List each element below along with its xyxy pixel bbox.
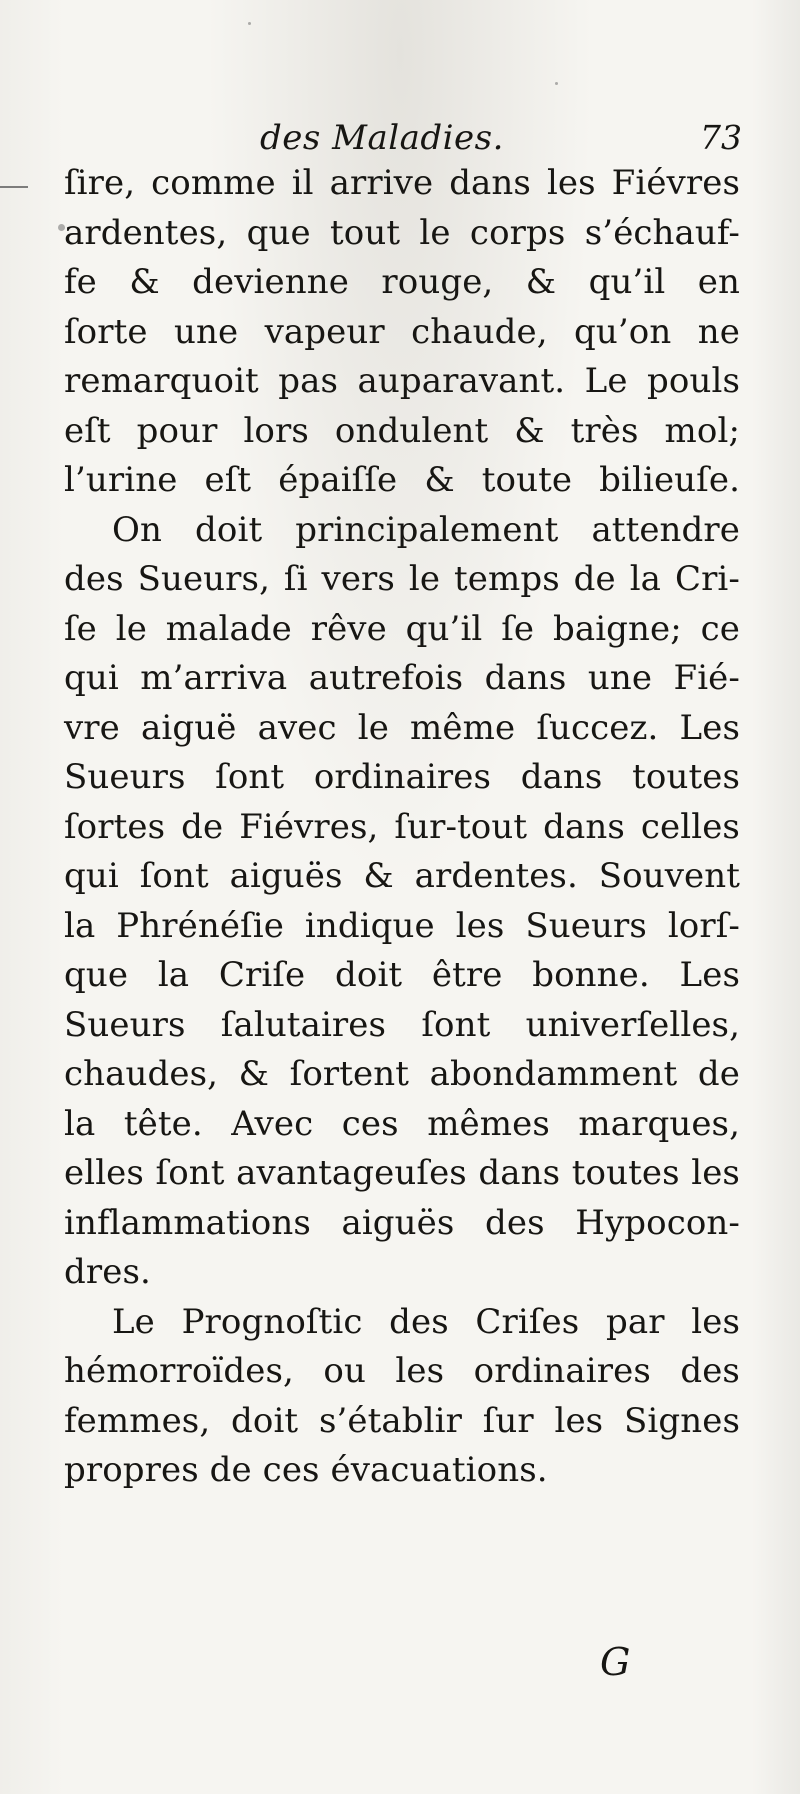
- text-line: que la Criſe doit être bonne. Les: [64, 955, 740, 995]
- text-line: fe & devienne rouge, & qu’il en: [64, 262, 740, 302]
- text-line: Sueurs ſont ordinaires dans toutes: [64, 757, 740, 797]
- body-text: [64, 159, 740, 1496]
- text-line: dres.: [64, 1252, 151, 1292]
- text-line: femmes, doit s’établir ſur les Signes: [64, 1400, 740, 1441]
- text-line: ſortes de Fiévres, ſur-tout dans celles: [64, 806, 740, 847]
- paper-speck: [555, 82, 558, 85]
- text-line: Sueurs ſalutaires ſont univerſelles,: [64, 1004, 740, 1045]
- paper-speck: [248, 22, 251, 25]
- text-line: inflammations aiguës des Hypocon-: [64, 1202, 740, 1243]
- text-line: qui m’arriva autrefois dans une Fié-: [64, 658, 740, 698]
- paragraph-first-line: Le Prognoſtic des Criſes par les: [112, 1301, 740, 1342]
- page-header: [0, 112, 800, 164]
- running-title: des Maladies.: [260, 118, 504, 158]
- text-line: la Phrénéſie indique les Sueurs lorſ-: [64, 905, 740, 946]
- text-line: remarquoit pas auparavant. Le pouls: [64, 361, 740, 401]
- text-line: ſe le malade rêve qu’il ſe baigne; ce: [64, 608, 740, 649]
- text-line: vre aiguë avec le même ſuccez. Les: [64, 707, 740, 748]
- text-line: ſorte une vapeur chaude, qu’on ne: [64, 311, 740, 352]
- page-number: 73: [700, 118, 742, 157]
- text-line: ſire, comme il arrive dans les Fiévres: [64, 163, 740, 203]
- text-line: l’urine eſt épaiſſe & toute bilieuſe.: [64, 460, 740, 500]
- text-line: la tête. Avec ces mêmes marques,: [64, 1103, 740, 1144]
- text-line: hémorroïdes, ou les ordinaires des: [64, 1351, 740, 1391]
- text-line: eſt pour lors ondulent & très mol;: [64, 410, 740, 451]
- text-line: des Sueurs, ſi vers le temps de la Cri-: [64, 559, 740, 599]
- catchword: G: [600, 1640, 631, 1684]
- text-line: qui ſont aiguës & ardentes. Souvent: [64, 856, 740, 896]
- text-line: propres de ces évacuations.: [64, 1450, 548, 1490]
- paragraph-first-line: On doit principalement attendre: [112, 509, 740, 550]
- left-margin-mark: [0, 186, 28, 188]
- text-line: chaudes, & ſortent abondamment de: [64, 1054, 740, 1094]
- text-line: ardentes, que tout le corps s’échauf-: [64, 212, 740, 253]
- text-line: elles ſont avantageuſes dans toutes les: [64, 1153, 740, 1193]
